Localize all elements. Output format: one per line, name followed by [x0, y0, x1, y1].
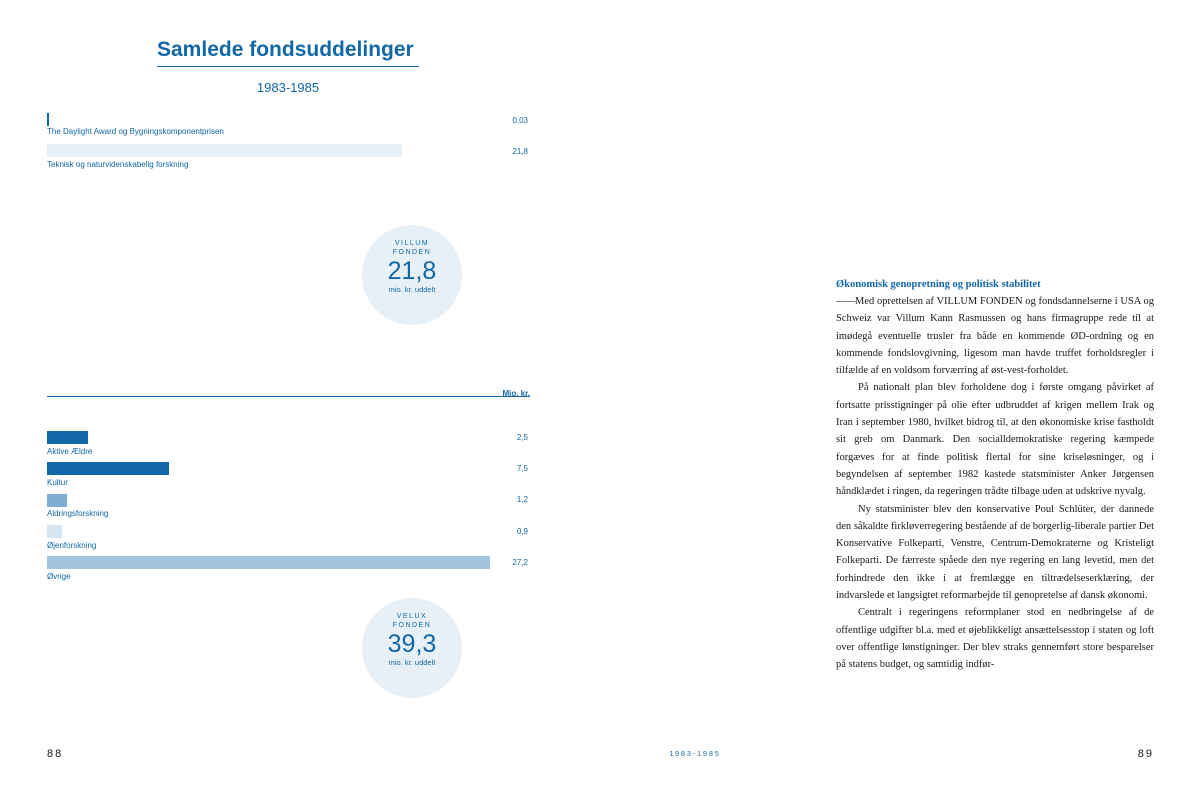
category-label-oejenforskning: Øjenforskning [47, 541, 97, 550]
category-label-daylight-award: The Daylight Award og Bygningskomponentprisen [47, 127, 224, 136]
velux-total: 39,3 [387, 630, 437, 658]
category-label-oevrige: Øvrige [47, 572, 71, 581]
velux-total-unit: mio. kr. uddelt [388, 658, 436, 667]
bar-aldringsforskning [47, 494, 67, 507]
unit-label: Mio. kr. [502, 389, 530, 398]
velux-name: VELUX FONDEN [392, 613, 432, 629]
article-paragraph: Centralt i regeringens reformplaner stod en nedbringelse af de offentlige udgifter bl.a. med et øjeblikkeligt ansættelsesstop i staten og loft over offentlige lønstigninger. Der blev straks gennemført store besparelser på statens budget, og samtidig indfør- [836, 607, 1154, 671]
bar-teknisk-forskning [47, 144, 402, 157]
running-head: 1983-1985 [669, 751, 721, 758]
category-label-aktive-aeldre: Aktive Ældre [47, 447, 93, 456]
villum-total-circle [362, 225, 462, 325]
chart-title: Samlede fondsuddelinger [157, 38, 419, 67]
bar-daylight-award [47, 113, 49, 126]
bar-aktive-aeldre [47, 431, 88, 444]
category-label-aldringsforskning: Aldringsforskning [47, 509, 109, 518]
article-paragraph: På nationalt plan blev forholdene dog i første omgang påvirket af fortsatte prisstigninger på olie efter udbruddet af krigen mellem Irak og Iran i september 1980, hvilket bidrog til, at den økonomiske krise fastholdt sit greb om Danmark. Den socialldemokratiske regering kæmpede forgæves for at finde politisk flertal for sine kriseløsninger, og i begyndelsen af september 1982 kastede statsminister Anker Jørgensen håndklædet i ringen, da regeringen trådte tilbage uden at udskrive nyvalg. [836, 382, 1154, 498]
page-number-right: 89 [1137, 748, 1154, 760]
article-paragraph: Ny statsminister blev den konservative Poul Schlüter, der dannede den såkaldte firkløverregering bestående af de borgerlig-liberale partier Det Konservative Folkeparti, Venstre, Centrum-Demokraterne og Kristeligt Folkeparti. De færreste spåede den nye regering en lang levetid, men det forhindrede den ikke i at fremlægge en tiltrædelseserklæring, der indvarslede et langsigtet reformarbejde til genopretelse af dansk økonomi. [836, 503, 1154, 602]
value-label-daylight-award: 0,03 [512, 116, 528, 125]
value-label-aldringsforskning: 1,2 [516, 495, 528, 504]
value-label-oejenforskning: 0,9 [516, 527, 528, 536]
article-heading: Økonomisk genopretning og politisk stabilitet [836, 279, 1041, 290]
bar-oejenforskning [47, 525, 62, 538]
value-label-oevrige: 27,2 [512, 558, 528, 567]
article-paragraph: —— Med oprettelsen af VILLUM FONDEN og fondsdannelserne i USA og Schweiz var Villum Kann Rasmussen og hans firmagruppe rede til at imødegå eventuelle trusler fra både en kommende ØD-ordning og en kommende fondslovgivning, ligesom man havde truffet forholdsregler i tilfælde af en voldsom forværring af øst-vest-forholdet. [836, 293, 1154, 379]
category-label-kultur: Kultur [47, 478, 68, 487]
page-number-left: 88 [47, 748, 64, 760]
value-label-teknisk-forskning: 21,8 [512, 147, 528, 156]
chart-subtitle: 1983-1985 [256, 80, 320, 95]
villum-total: 21,8 [387, 257, 437, 285]
bar-kultur [47, 462, 169, 475]
value-label-kultur: 7,5 [516, 464, 528, 473]
bar-oevrige [47, 556, 490, 569]
villum-total-unit: mio. kr. uddelt [388, 285, 436, 294]
section-rule [47, 396, 530, 397]
villum-name: VILLUM FONDEN [392, 240, 432, 256]
category-label-teknisk-forskning: Teknisk og naturvidenskabelig forskning [47, 160, 189, 169]
article [836, 279, 1154, 674]
velux-total-circle [362, 598, 462, 698]
value-label-aktive-aeldre: 2,5 [516, 433, 528, 442]
